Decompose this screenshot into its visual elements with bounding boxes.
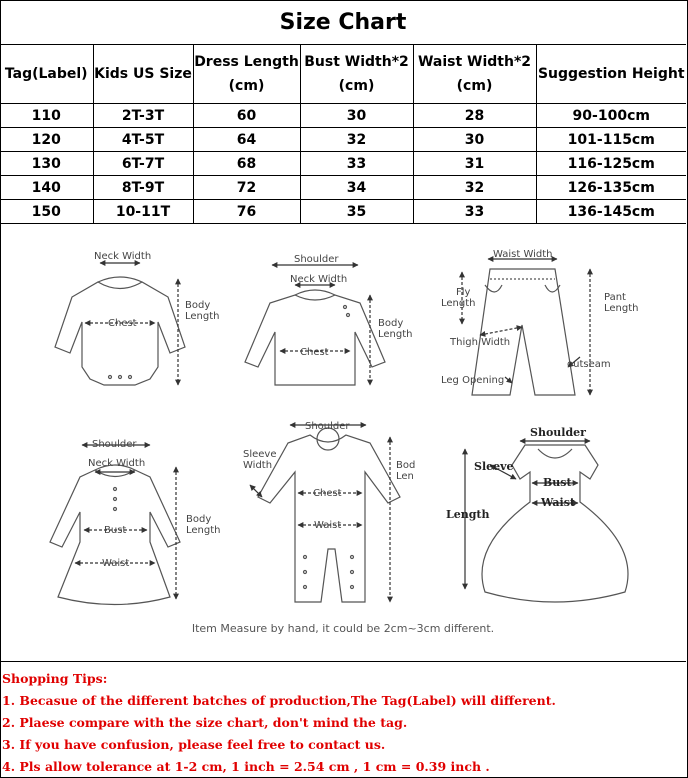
label-pants-pant: Pant bbox=[604, 292, 626, 303]
cell-tag: 130 bbox=[0, 152, 93, 176]
header-waist-width: Waist Width*2 (cm) bbox=[413, 45, 536, 104]
label-dress1-body: Body bbox=[186, 514, 212, 525]
label-pants-outseam: outseam bbox=[567, 359, 611, 370]
label-dress2-sleeve: Sleeve bbox=[474, 460, 514, 473]
label-dress2-bust: Bust bbox=[543, 476, 572, 489]
label-romper-shoulder: Shoulder bbox=[305, 421, 350, 432]
cell-waist: 30 bbox=[413, 128, 536, 152]
label-romper-waist: Waist bbox=[314, 520, 342, 531]
cell-height: 101-115cm bbox=[536, 128, 686, 152]
table-row bbox=[0, 104, 686, 128]
cell-waist: 31 bbox=[413, 152, 536, 176]
label-bodysuit-body: Body bbox=[185, 300, 211, 311]
table-row bbox=[0, 176, 686, 200]
table-row bbox=[0, 128, 686, 152]
header-us-size: Kids US Size bbox=[93, 45, 193, 104]
label-bodysuit-chest: Chest bbox=[108, 318, 137, 329]
tip-item: 3. If you have confusion, please feel free to contact us. bbox=[2, 737, 386, 752]
table-header-row bbox=[0, 45, 686, 104]
cell-bust: 33 bbox=[300, 152, 413, 176]
label-pants-length: Length bbox=[604, 303, 639, 314]
label-sweater-body: Body bbox=[378, 318, 404, 329]
cell-us-size: 10-11T bbox=[93, 200, 193, 224]
cell-bust: 30 bbox=[300, 104, 413, 128]
header-bust-width: Bust Width*2 (cm) bbox=[300, 45, 413, 104]
label-pants-fly-length: Length bbox=[441, 298, 476, 309]
size-table bbox=[0, 45, 686, 224]
measurement-diagrams bbox=[0, 227, 686, 662]
label-dress1-bust: Bust bbox=[104, 525, 127, 536]
label-dress2-waist: Waist bbox=[541, 496, 575, 509]
label-pants-leg-opening: Leg Opening bbox=[441, 375, 505, 386]
label-romper-body: Bod bbox=[396, 460, 416, 471]
label-romper-chest: Chest bbox=[313, 488, 342, 499]
tip-item: 4. Pls allow tolerance at 1-2 cm, 1 inch = 2.54 cm , 1 cm = 0.39 inch . bbox=[2, 759, 490, 774]
tip-item: 2. Plaese compare with the size chart, don't mind the tag. bbox=[2, 715, 408, 730]
cell-tag: 120 bbox=[0, 128, 93, 152]
label-dress1-waist: Waist bbox=[102, 558, 130, 569]
cell-height: 136-145cm bbox=[536, 200, 686, 224]
page-title: Size Chart bbox=[0, 0, 686, 45]
label-romper-sleeve-width: Width bbox=[243, 460, 273, 471]
cell-tag: 140 bbox=[0, 176, 93, 200]
label-romper-length: Len bbox=[396, 471, 414, 482]
header-suggestion-height: Suggestion Height bbox=[536, 45, 686, 104]
table-row bbox=[0, 152, 686, 176]
cell-bust: 32 bbox=[300, 128, 413, 152]
cell-waist: 33 bbox=[413, 200, 536, 224]
cell-height: 90-100cm bbox=[536, 104, 686, 128]
label-bodysuit-neck: Neck Width bbox=[94, 251, 152, 262]
label-pants-fly: Fly bbox=[456, 287, 471, 298]
cell-us-size: 2T-3T bbox=[93, 104, 193, 128]
cell-height: 116-125cm bbox=[536, 152, 686, 176]
label-sweater-length: Length bbox=[378, 329, 413, 340]
cell-dress-length: 76 bbox=[193, 200, 300, 224]
cell-bust: 34 bbox=[300, 176, 413, 200]
cell-height: 126-135cm bbox=[536, 176, 686, 200]
cell-bust: 35 bbox=[300, 200, 413, 224]
label-sweater-neck: Neck Width bbox=[290, 274, 348, 285]
header-dress-length: Dress Length (cm) bbox=[193, 45, 300, 104]
cell-us-size: 4T-5T bbox=[93, 128, 193, 152]
tip-item: 1. Becasue of the different batches of production,The Tag(Label) will different. bbox=[2, 693, 556, 708]
cell-us-size: 6T-7T bbox=[93, 152, 193, 176]
tips-heading: Shopping Tips: bbox=[2, 671, 108, 686]
label-pants-thigh: Thigh Width bbox=[450, 337, 511, 348]
label-sweater-shoulder: Shoulder bbox=[294, 254, 339, 265]
label-dress2-length: Length bbox=[446, 508, 490, 521]
cell-tag: 150 bbox=[0, 200, 93, 224]
cell-tag: 110 bbox=[0, 104, 93, 128]
cell-us-size: 8T-9T bbox=[93, 176, 193, 200]
label-sweater-chest: Chest bbox=[300, 347, 329, 358]
cell-waist: 28 bbox=[413, 104, 536, 128]
label-dress1-length: Length bbox=[186, 525, 221, 536]
label-dress2-shoulder: Shoulder bbox=[530, 426, 586, 439]
diagram-canvas bbox=[0, 227, 686, 661]
cell-dress-length: 64 bbox=[193, 128, 300, 152]
label-pants-waist: Waist Width bbox=[493, 249, 553, 260]
cell-dress-length: 68 bbox=[193, 152, 300, 176]
cell-dress-length: 60 bbox=[193, 104, 300, 128]
shopping-tips bbox=[2, 668, 682, 778]
label-dress1-neck: Neck Width bbox=[88, 458, 146, 469]
label-romper-sleeve: Sleeve bbox=[243, 449, 277, 460]
cell-dress-length: 72 bbox=[193, 176, 300, 200]
label-bodysuit-length: Length bbox=[185, 311, 220, 322]
cell-waist: 32 bbox=[413, 176, 536, 200]
label-dress1-shoulder: Shoulder bbox=[92, 439, 137, 450]
header-tag: Tag(Label) bbox=[0, 45, 93, 104]
table-row bbox=[0, 200, 686, 224]
measure-note: Item Measure by hand, it could be 2cm~3cm different. bbox=[191, 622, 495, 635]
